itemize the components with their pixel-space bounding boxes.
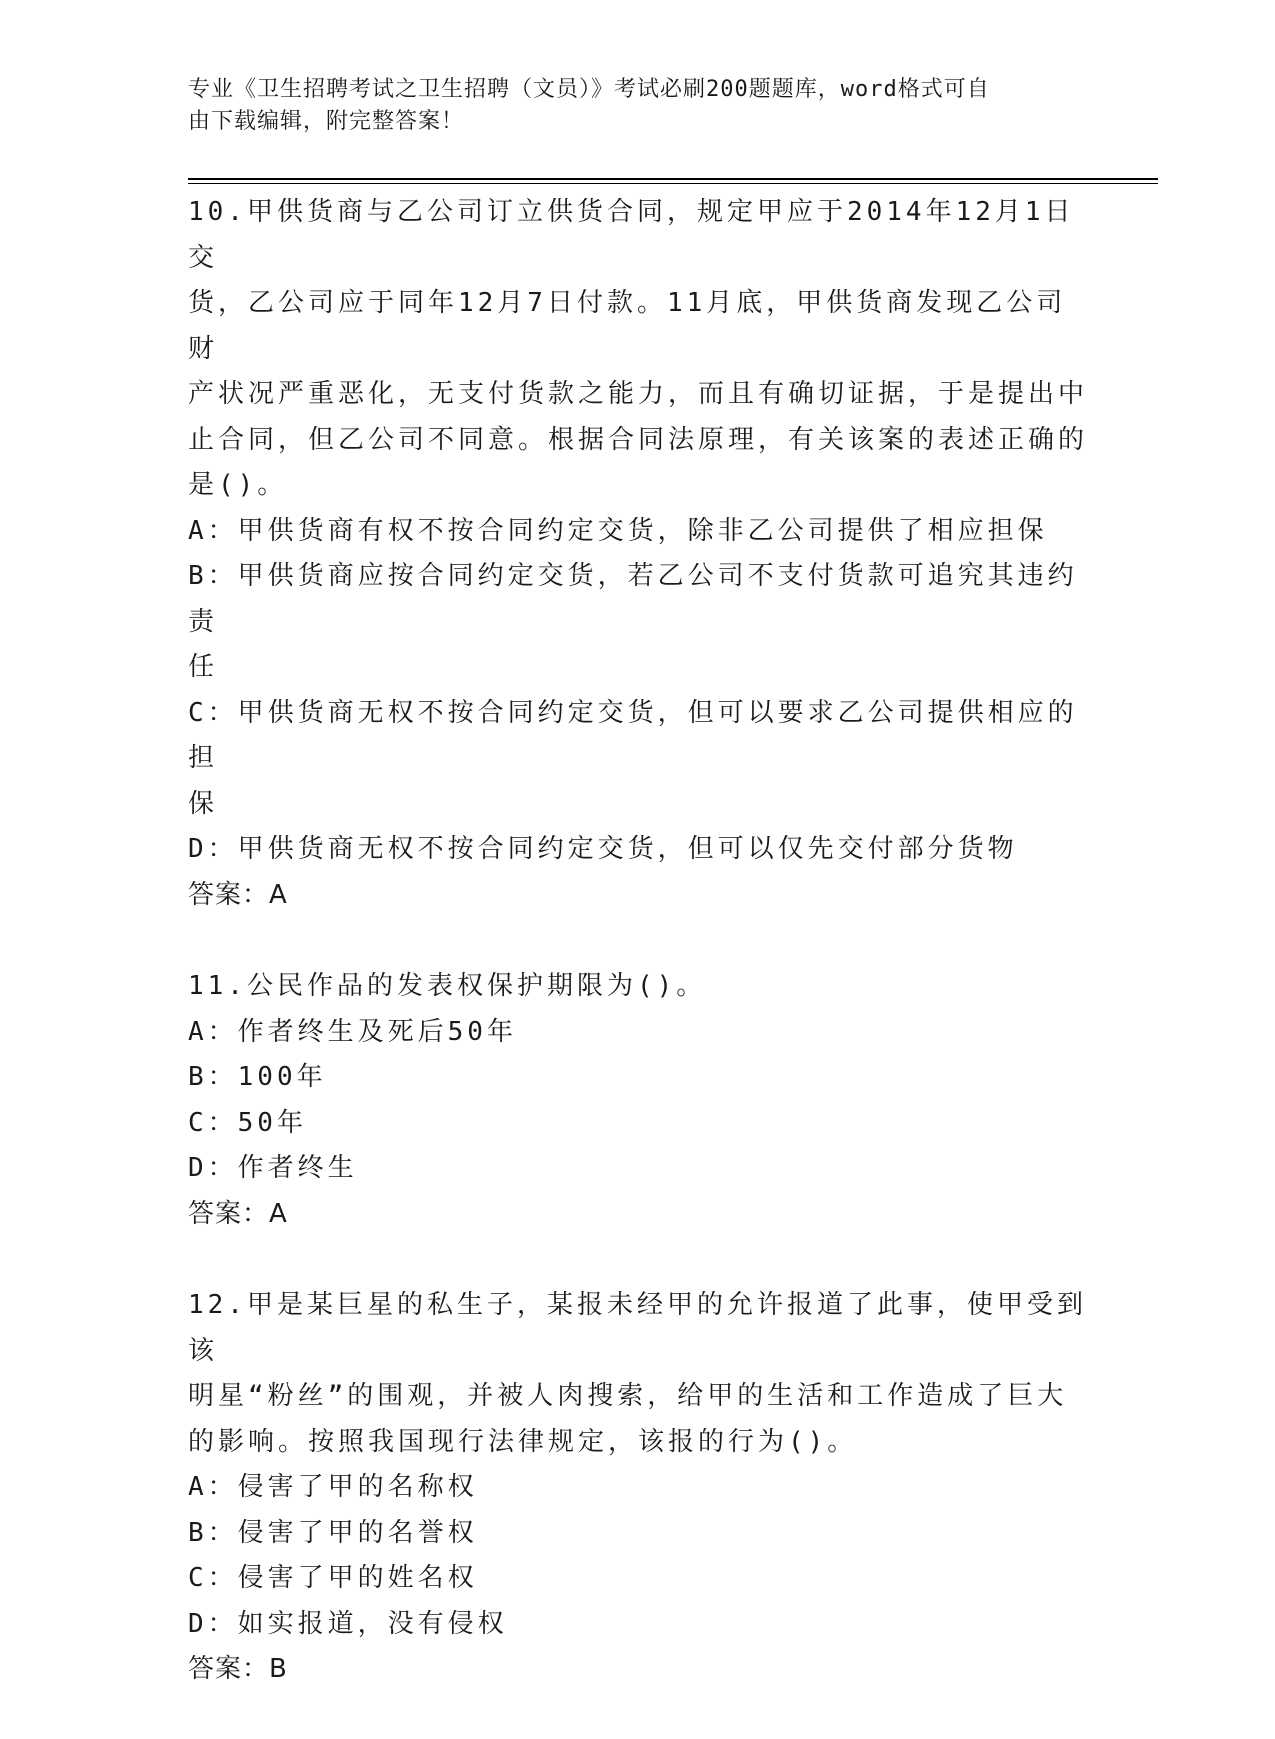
option-d bbox=[188, 1602, 1088, 1648]
option-b bbox=[188, 554, 1088, 691]
option-line: C：侵害了甲的姓名权 bbox=[188, 1563, 478, 1593]
option-line: A：甲供货商有权不按合同约定交货，除非乙公司提供了相应担保 bbox=[188, 515, 1048, 546]
question-list bbox=[188, 190, 1088, 1739]
question-stem-line: 是()。 bbox=[188, 470, 288, 500]
question-11 bbox=[188, 964, 1088, 1237]
option-a bbox=[188, 1010, 1088, 1056]
option-line: 保 bbox=[188, 788, 219, 819]
option-d bbox=[188, 827, 1088, 873]
header-rule-thick bbox=[188, 178, 1158, 180]
question-12 bbox=[188, 1283, 1088, 1693]
question-10 bbox=[188, 190, 1088, 918]
document-header bbox=[188, 74, 1068, 138]
option-line: B：100年 bbox=[188, 1062, 327, 1092]
question-stem-line: 12.甲是某巨星的私生子，某报未经甲的允许报道了此事，使甲受到该 bbox=[188, 1290, 1087, 1366]
option-line: 任 bbox=[188, 652, 219, 682]
question-stem-line: 10.甲供货商与乙公司订立供货合同，规定甲应于2014年12月1日交 bbox=[188, 197, 1075, 273]
option-line: B：甲供货商应按合同约定交货，若乙公司不支付货款可追究其违约责 bbox=[188, 561, 1078, 637]
answer-label: 答案：B bbox=[188, 1654, 288, 1684]
option-line: C：甲供货商无权不按合同约定交货，但可以要求乙公司提供相应的担 bbox=[188, 697, 1078, 773]
option-line: A：侵害了甲的名称权 bbox=[188, 1472, 478, 1502]
question-stem-line: 11.公民作品的发表权保护期限为()。 bbox=[188, 971, 707, 1001]
question-stem-line: 货，乙公司应于同年12月7日付款。11月底，甲供货商发现乙公司财 bbox=[188, 288, 1067, 364]
option-c bbox=[188, 1556, 1088, 1602]
header-rule-thin bbox=[188, 183, 1158, 184]
option-c bbox=[188, 691, 1088, 828]
answer-label: 答案：A bbox=[188, 1198, 288, 1229]
option-b bbox=[188, 1511, 1088, 1557]
option-d bbox=[188, 1146, 1088, 1192]
option-line: B：侵害了甲的名誉权 bbox=[188, 1517, 478, 1548]
option-line: D：作者终生 bbox=[188, 1153, 358, 1183]
answer-label: 答案：A bbox=[188, 879, 288, 910]
question-stem-line: 明星“粉丝”的围观，并被人肉搜索，给甲的生活和工作造成了巨大 bbox=[188, 1381, 1068, 1411]
question-stem-line: 产状况严重恶化，无支付货款之能力，而且有确切证据，于是提出中 bbox=[188, 379, 1089, 409]
option-a bbox=[188, 509, 1088, 555]
header-line-1: 专业《卫生招聘考试之卫生招聘（文员）》考试必刷200题题库，word格式可自 bbox=[188, 77, 990, 102]
question-stem-line: 的影响。按照我国现行法律规定，该报的行为()。 bbox=[188, 1426, 858, 1457]
question-stem-line: 止合同，但乙公司不同意。根据合同法原理，有关该案的表述正确的 bbox=[188, 424, 1089, 455]
option-b bbox=[188, 1055, 1088, 1101]
option-line: A：作者终生及死后50年 bbox=[188, 1016, 517, 1047]
header-line-2: 由下载编辑，附完整答案！ bbox=[188, 109, 465, 134]
option-a bbox=[188, 1465, 1088, 1511]
option-line: D：甲供货商无权不按合同约定交货，但可以仅先交付部分货物 bbox=[188, 834, 1018, 864]
option-c bbox=[188, 1101, 1088, 1147]
option-line: D：如实报道，没有侵权 bbox=[188, 1608, 508, 1639]
option-line: C：50年 bbox=[188, 1107, 307, 1138]
